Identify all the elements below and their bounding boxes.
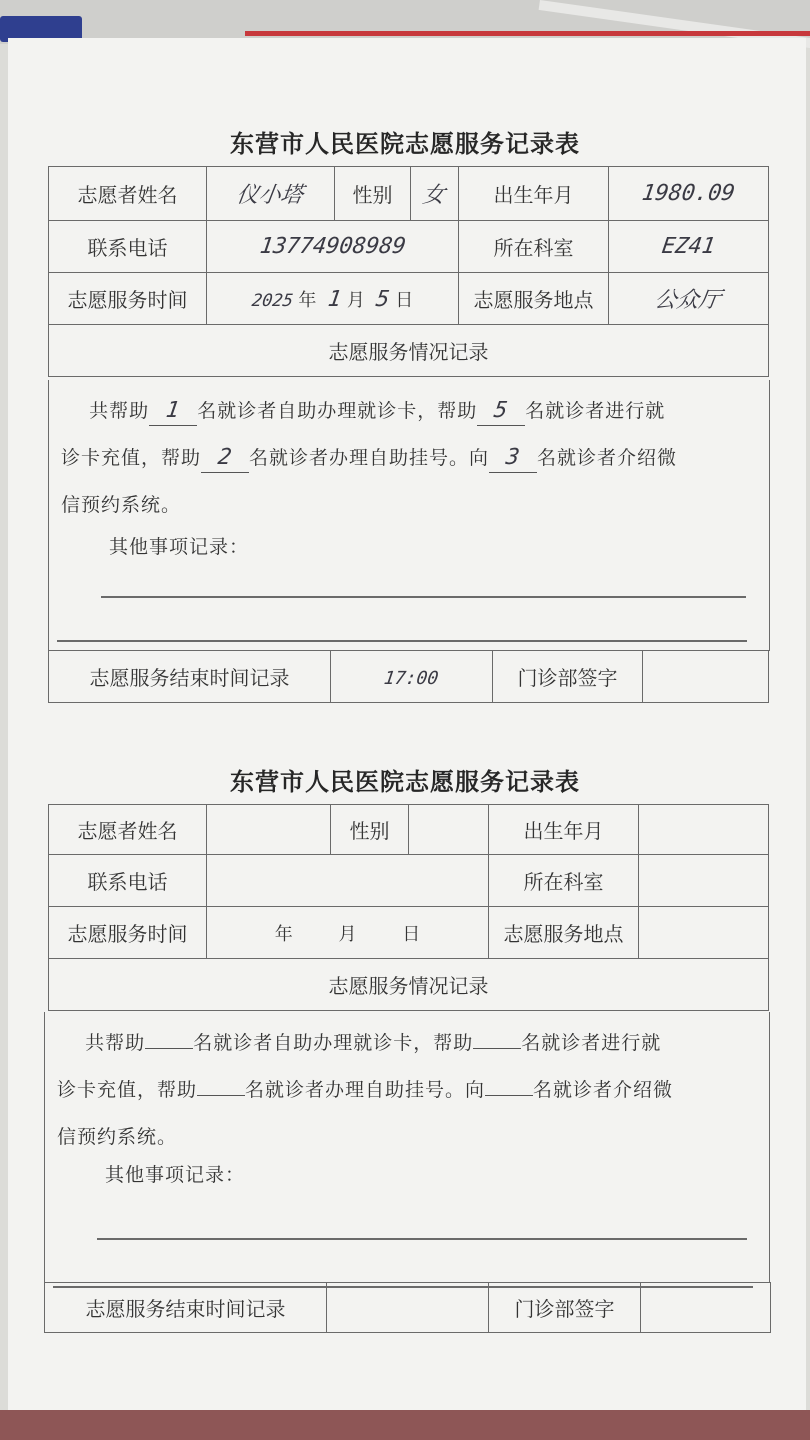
notes-line-2[interactable] (57, 640, 747, 642)
background-bottom (0, 1410, 810, 1440)
gender-value[interactable]: 女 (411, 167, 459, 221)
birth-value[interactable] (639, 805, 769, 855)
sign-value[interactable] (643, 651, 769, 703)
form-footer-table (48, 650, 769, 703)
service-date-value[interactable]: 2025 年 1 月 5 日 (207, 273, 459, 325)
end-time-label: 志愿服务结束时间记录 (49, 651, 331, 703)
card-count-blank[interactable]: 1 (149, 397, 197, 426)
red-border (245, 31, 810, 36)
name-label: 志愿者姓名 (49, 167, 207, 221)
sign-value[interactable] (641, 1283, 771, 1333)
recharge-count-blank[interactable]: 5 (477, 397, 525, 426)
name-label: 志愿者姓名 (49, 805, 207, 855)
sign-label: 门诊部签字 (489, 1283, 641, 1333)
service-date-value[interactable]: 年 月 日 (207, 907, 489, 959)
birth-label: 出生年月 (489, 805, 639, 855)
section-heading: 志愿服务情况记录 (49, 959, 769, 1011)
dept-label: 所在科室 (459, 221, 609, 273)
service-record-body (48, 380, 770, 651)
sign-label: 门诊部签字 (493, 651, 643, 703)
name-value[interactable] (207, 805, 331, 855)
other-notes-label: 其他事项记录： (105, 1164, 246, 1186)
phone-value[interactable]: 13774908989 (207, 221, 459, 273)
birth-value[interactable]: 1980.09 (609, 167, 769, 221)
form-title: 东营市人民医院志愿服务记录表 (230, 767, 580, 796)
service-place-label: 志愿服务地点 (489, 907, 639, 959)
service-time-label: 志愿服务时间 (49, 273, 207, 325)
record-paragraph: 共帮助 1 名就诊者自助办理就诊卡，帮助 5 名就诊者进行就 诊卡充值，帮助 2 名就诊者办理自助挂号。向 3 名就诊者介绍微 信预约系统。 (61, 398, 678, 516)
recharge-count-blank[interactable] (473, 1020, 521, 1049)
service-place-value[interactable]: 公众厅 (609, 273, 769, 325)
notes-line-1[interactable] (97, 1238, 747, 1240)
record-paragraph: 共帮助 名就诊者自助办理就诊卡，帮助 名就诊者进行就 诊卡充值，帮助 名就诊者办理自助挂号。向 名就诊者介绍微 信预约系统。 (57, 1020, 757, 1161)
name-value[interactable]: 仪小塔 (207, 167, 335, 221)
register-count-blank[interactable]: 2 (201, 444, 249, 473)
gender-label: 性别 (331, 805, 409, 855)
service-place-value[interactable] (639, 907, 769, 959)
section-heading: 志愿服务情况记录 (49, 325, 769, 377)
card-count-blank[interactable] (145, 1020, 193, 1049)
phone-label: 联系电话 (49, 855, 207, 907)
wechat-count-blank[interactable]: 3 (489, 444, 537, 473)
form-footer-table (44, 1282, 771, 1333)
wechat-count-blank[interactable] (485, 1067, 533, 1096)
phone-label: 联系电话 (49, 221, 207, 273)
gender-value[interactable] (409, 805, 489, 855)
form-title: 东营市人民医院志愿服务记录表 (230, 129, 580, 158)
service-record-body (44, 1012, 770, 1283)
end-time-label: 志愿服务结束时间记录 (45, 1283, 327, 1333)
form-header-table (48, 804, 769, 1011)
gender-label: 性别 (335, 167, 411, 221)
end-time-value[interactable]: 17:00 (331, 651, 493, 703)
notes-line-1[interactable] (101, 596, 746, 598)
phone-value[interactable] (207, 855, 489, 907)
dept-value[interactable] (639, 855, 769, 907)
register-count-blank[interactable] (197, 1067, 245, 1096)
form-header-table (48, 166, 769, 377)
dept-label: 所在科室 (489, 855, 639, 907)
service-time-label: 志愿服务时间 (49, 907, 207, 959)
birth-label: 出生年月 (459, 167, 609, 221)
end-time-value[interactable] (327, 1283, 489, 1333)
service-place-label: 志愿服务地点 (459, 273, 609, 325)
dept-value[interactable]: EZ41 (609, 221, 769, 273)
other-notes-label: 其他事项记录： (109, 536, 250, 558)
